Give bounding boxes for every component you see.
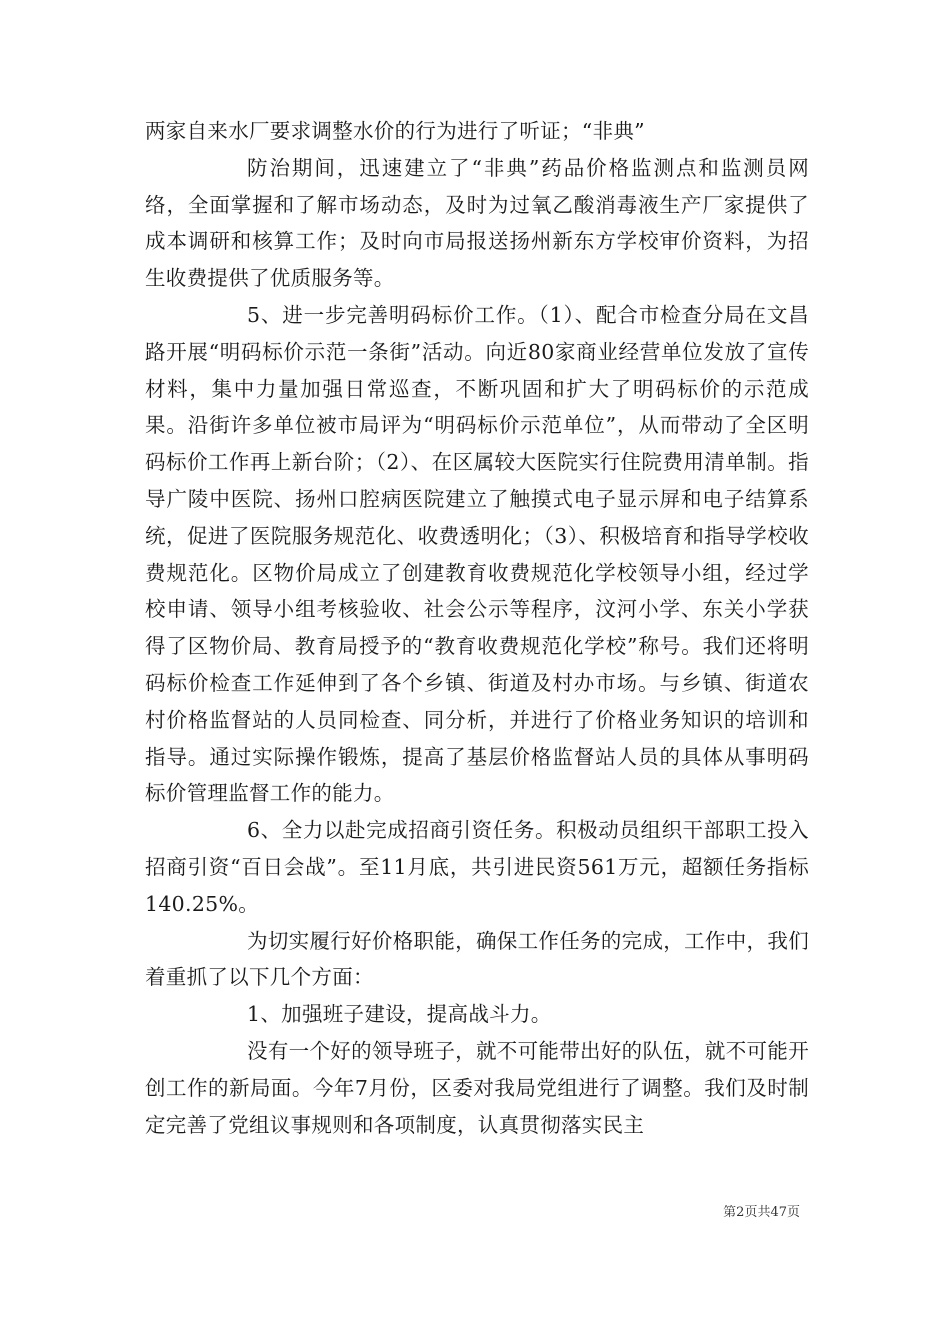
document-body [145, 113, 809, 1143]
page-number: 第2页共47页 [723, 1205, 800, 1220]
paragraph-3: 5、进一步完善明码标价工作。（1）、配合市检查分局在文昌路开展“明码标价示范一条街”活动。向近80家商业经营单位发放了宣传材料，集中力量加强日常巡查，不断巩固和扩大了明码标价的示范成果。沿街许多单位被市局评为“明码标价示范单位”，从而带动了全区明码标价工作再上新台阶；（2）、在区属较大医院实行住院费用清单制。指导广陵中医院、扬州口腔病医院建立了触摸式电子显示屏和电子结算系统，促进了医院服务规范化、收费透明化；（3）、积极培育和指导学校收费规范化。区物价局成立了创建教育收费规范化学校领导小组，经过学校申请、领导小组考核验收、社会公示等程序，汶河小学、东关小学获得了区物价局、教育局授予的“教育收费规范化学校”称号。我们还将明码标价检查工作延伸到了各个乡镇、街道及村办市场。与乡镇、街道农村价格监督站的人员同检查、同分析，并进行了价格业务知识的培训和指导。通过实际操作锻炼，提高了基层价格监督站人员的具体从事明码标价管理监督工作的能力。 [145, 302, 809, 806]
paragraph-5: 为切实履行好价格职能，确保工作任务的完成，工作中，我们着重抓了以下几个方面： [145, 928, 809, 990]
paragraph-4: 6、全力以赴完成招商引资任务。积极动员组织干部职工投入招商引资“百日会战”。至11月底，共引进民资561万元，超额任务指标140.25%。 [145, 818, 809, 916]
paragraph-7: 没有一个好的领导班子，就不可能带出好的队伍，就不可能开创工作的新局面。今年7月份，区委对我局党组进行了调整。我们及时制定完善了党组议事规则和各项制度，认真贯彻落实民主 [145, 1038, 809, 1137]
paragraph-2: 防治期间，迅速建立了“非典”药品价格监测点和监测员网络，全面掌握和了解市场动态，及时为过氧乙酸消毒液生产厂家提供了成本调研和核算工作；及时向市局报送扬州新东方学校审价资料，为招生收费提供了优质服务等。 [145, 155, 809, 291]
paragraph-1: 两家自来水厂要求调整水价的行为进行了听证；“非典” [145, 119, 645, 143]
paragraph-6: 1、加强班子建设，提高战斗力。 [247, 1002, 552, 1027]
